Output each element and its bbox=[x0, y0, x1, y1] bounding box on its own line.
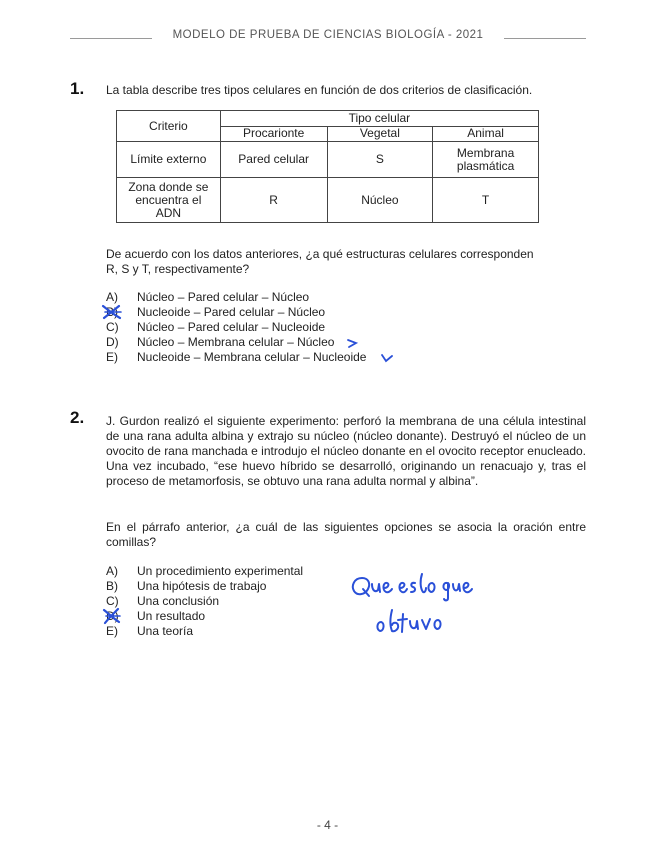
q1-option-c[interactable] bbox=[106, 320, 526, 335]
q2-paragraph: J. Gurdon realizó el siguiente experimento: perforó la membrana de una célula intestinal de una rana adulta albina y extrajo su núcleo (núcleo donante). Destruyó el núcleo de un ovocito de rana manchada e introdujo el núcleo donante en el ovocito receptor enucleado. Una vez incubado, “ese huevo híbrido se desarrolló, originando un renacuajo y, tras el proceso de metamorfosis, se obtuvo una rana adulta normal y albina”. bbox=[106, 414, 586, 488]
row2-animal: T bbox=[433, 178, 539, 223]
q1-tick-mark-d bbox=[346, 337, 360, 349]
q2-option-c-letter: C) bbox=[106, 594, 119, 608]
q1-tick-mark-e bbox=[380, 352, 394, 364]
q1-question-line2: R, S y T, respectivamente? bbox=[106, 262, 250, 276]
row1-animal-line2: plasmática bbox=[456, 158, 515, 173]
q1-prompt: La tabla describe tres tipos celulares en función de dos criterios de clasificación. bbox=[106, 83, 533, 97]
row1-label: Límite externo bbox=[117, 142, 221, 178]
q2-option-d[interactable] bbox=[106, 609, 366, 624]
q1-option-b[interactable] bbox=[106, 305, 526, 320]
row1-vegetal: S bbox=[327, 142, 433, 178]
q1-option-d-letter: D) bbox=[106, 335, 119, 349]
header-rule-left bbox=[70, 38, 152, 39]
page-header bbox=[0, 27, 655, 47]
q2-option-e-text: Una teoría bbox=[137, 624, 194, 638]
header-title: MODELO DE PRUEBA DE CIENCIAS BIOLOGÍA - 2021 bbox=[172, 29, 484, 41]
q2-option-a-letter: A) bbox=[106, 564, 118, 578]
q2-question: En el párrafo anterior, ¿a cuál de las siguientes opciones se asocia la oración entre comillas? bbox=[106, 520, 586, 549]
q1-option-c-text: Núcleo – Pared celular – Nucleoide bbox=[137, 320, 326, 334]
row2-procarionte: R bbox=[220, 178, 327, 223]
q1-option-e[interactable] bbox=[106, 350, 526, 365]
row2-label-line1: Zona donde se bbox=[128, 179, 209, 194]
q2-option-b-letter: B) bbox=[106, 579, 118, 593]
q2-option-e-letter: E) bbox=[106, 624, 118, 638]
q1-option-a-text: Núcleo – Pared celular – Núcleo bbox=[137, 290, 310, 304]
q1-option-a-letter: A) bbox=[106, 290, 118, 304]
th-procarionte: Procarionte bbox=[220, 126, 327, 142]
header-rule-right bbox=[504, 38, 586, 39]
q2-handwritten-note bbox=[348, 570, 488, 642]
row2-label-line3: ADN bbox=[155, 205, 182, 220]
q1-question-line1: De acuerdo con los datos anteriores, ¿a qué estructuras celulares corresponden bbox=[106, 247, 534, 261]
q1-option-c-letter: C) bbox=[106, 320, 119, 334]
q2-option-a[interactable] bbox=[106, 564, 366, 579]
th-vegetal: Vegetal bbox=[327, 126, 433, 142]
q1-table bbox=[116, 110, 539, 223]
row2-vegetal: Núcleo bbox=[327, 178, 433, 223]
q1-option-e-letter: E) bbox=[106, 350, 118, 364]
q2-option-d-text: Un resultado bbox=[137, 609, 206, 623]
row1-animal-line1: Membrana bbox=[456, 145, 515, 160]
q1-option-b-text: Nucleoide – Pared celular – Núcleo bbox=[137, 305, 326, 319]
q1-option-d-text: Núcleo – Membrana celular – Núcleo bbox=[137, 335, 335, 349]
page-number: - 4 - bbox=[316, 818, 339, 832]
th-criterio: Criterio bbox=[117, 111, 221, 142]
q2-option-e[interactable] bbox=[106, 624, 366, 639]
q1-option-e-text: Nucleoide – Membrana celular – Nucleoide bbox=[137, 350, 367, 364]
q1-option-d[interactable] bbox=[106, 335, 526, 350]
q2-option-b-text: Una hipótesis de trabajo bbox=[137, 579, 267, 593]
q2-option-c[interactable] bbox=[106, 594, 366, 609]
q2-answer-cross-mark bbox=[100, 607, 126, 625]
q1-option-a[interactable] bbox=[106, 290, 526, 305]
q2-option-b[interactable] bbox=[106, 579, 366, 594]
row1-procarionte: Pared celular bbox=[220, 142, 327, 178]
th-animal: Animal bbox=[433, 126, 539, 142]
q2-option-a-text: Un procedimiento experimental bbox=[137, 564, 304, 578]
q1-option-b-letter: B) bbox=[106, 305, 118, 319]
th-tipo-celular: Tipo celular bbox=[220, 111, 538, 127]
q2-options bbox=[106, 564, 366, 639]
q2-number: 2. bbox=[70, 408, 85, 427]
q2-option-d-letter: D) bbox=[106, 609, 119, 623]
q1-answer-cross-mark bbox=[100, 303, 126, 321]
q1-options bbox=[106, 290, 526, 365]
row2-label-line2: encuentra el bbox=[135, 192, 202, 207]
row1-animal bbox=[433, 142, 539, 178]
q2-option-c-text: Una conclusión bbox=[137, 594, 220, 608]
row2-label bbox=[117, 178, 221, 223]
q1-number: 1. bbox=[70, 79, 85, 98]
